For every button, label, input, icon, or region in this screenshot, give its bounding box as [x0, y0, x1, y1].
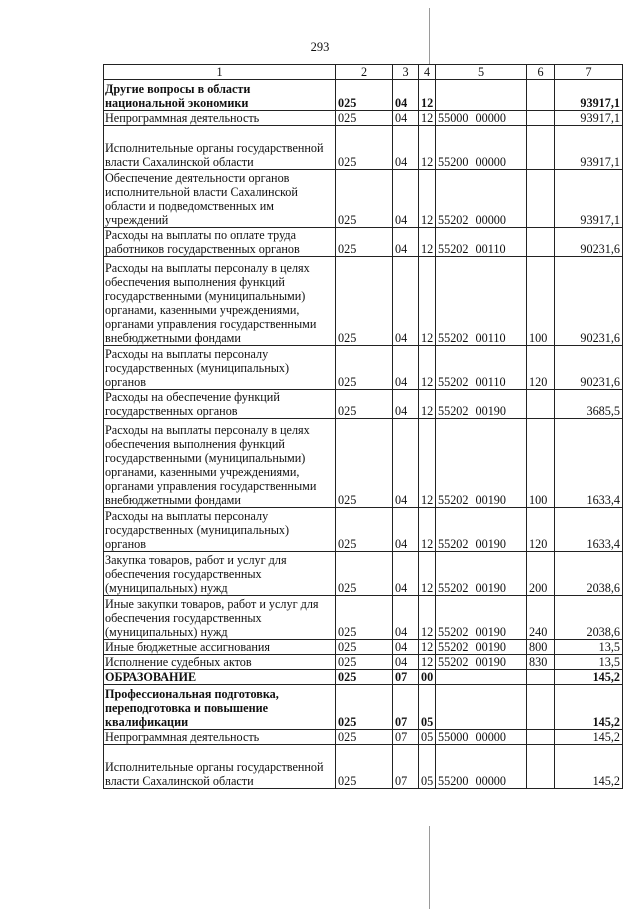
row-expense — [527, 126, 555, 170]
row-amount: 93917,1 — [555, 170, 623, 228]
row-expense: 100 — [527, 419, 555, 508]
row-amount: 145,2 — [555, 745, 623, 789]
row-name: ОБРАЗОВАНИЕ — [104, 670, 336, 685]
row-name: Непрограммная деятельность — [104, 111, 336, 126]
row-name: Исполнение судебных актов — [104, 655, 336, 670]
table-row — [104, 730, 623, 745]
row-name: Расходы на выплаты персоналу государственных (муниципальных) органов — [104, 508, 336, 552]
row-admin: 025 — [336, 390, 393, 419]
page-number: 293 — [310, 40, 330, 54]
row-name: Иные бюджетные ассигнования — [104, 640, 336, 655]
row-expense — [527, 670, 555, 685]
row-subsection: 12 — [419, 111, 436, 126]
row-subsection: 12 — [419, 228, 436, 257]
row-subsection: 12 — [419, 508, 436, 552]
row-name: Другие вопросы в области национальной экономики — [104, 80, 336, 111]
row-target: 55202 00110 — [436, 228, 527, 257]
row-target: 55202 00000 — [436, 170, 527, 228]
row-admin: 025 — [336, 126, 393, 170]
row-name: Расходы на выплаты по оплате труда работников государственных органов — [104, 228, 336, 257]
row-section: 04 — [393, 552, 419, 596]
table-row — [104, 111, 623, 126]
row-name: Исполнительные органы государственной власти Сахалинской области — [104, 126, 336, 170]
row-expense: 120 — [527, 508, 555, 552]
row-subsection: 12 — [419, 552, 436, 596]
row-target: 55202 00190 — [436, 419, 527, 508]
table-row — [104, 257, 623, 346]
row-admin: 025 — [336, 670, 393, 685]
row-section: 04 — [393, 640, 419, 655]
row-section: 04 — [393, 170, 419, 228]
row-target: 55202 00190 — [436, 655, 527, 670]
row-amount: 90231,6 — [555, 228, 623, 257]
row-target: 55000 00000 — [436, 111, 527, 126]
row-name: Закупка товаров, работ и услуг для обеспечения государственных (муниципальных) нужд — [104, 552, 336, 596]
table-row — [104, 640, 623, 655]
table-row — [104, 685, 623, 730]
row-amount: 2038,6 — [555, 596, 623, 640]
row-section: 04 — [393, 419, 419, 508]
table-row — [104, 126, 623, 170]
row-amount: 145,2 — [555, 670, 623, 685]
table-row — [104, 670, 623, 685]
table-row — [104, 552, 623, 596]
row-admin: 025 — [336, 80, 393, 111]
row-expense: 830 — [527, 655, 555, 670]
row-target: 55202 00190 — [436, 640, 527, 655]
row-subsection: 05 — [419, 730, 436, 745]
row-subsection: 12 — [419, 257, 436, 346]
row-name: Обеспечение деятельности органов исполнительной власти Сахалинской области и подведомственных им учреждений — [104, 170, 336, 228]
row-amount: 90231,6 — [555, 257, 623, 346]
column-header: 2 — [336, 65, 393, 80]
row-expense: 240 — [527, 596, 555, 640]
budget-table — [103, 64, 623, 789]
fold-line — [429, 8, 430, 64]
column-header: 5 — [436, 65, 527, 80]
row-target: 55202 00190 — [436, 508, 527, 552]
row-section: 04 — [393, 80, 419, 111]
row-subsection: 05 — [419, 745, 436, 789]
row-admin: 025 — [336, 257, 393, 346]
row-amount: 93917,1 — [555, 126, 623, 170]
row-section: 04 — [393, 596, 419, 640]
column-header: 1 — [104, 65, 336, 80]
table-row — [104, 228, 623, 257]
row-subsection: 12 — [419, 126, 436, 170]
row-name: Расходы на обеспечение функций государственных органов — [104, 390, 336, 419]
row-expense — [527, 80, 555, 111]
row-subsection: 12 — [419, 655, 436, 670]
fold-line — [429, 826, 430, 909]
row-amount: 145,2 — [555, 730, 623, 745]
row-target: 55202 00190 — [436, 390, 527, 419]
table-row — [104, 745, 623, 789]
row-subsection: 12 — [419, 596, 436, 640]
row-subsection: 12 — [419, 346, 436, 390]
row-amount: 3685,5 — [555, 390, 623, 419]
row-target: 55200 00000 — [436, 126, 527, 170]
row-admin: 025 — [336, 596, 393, 640]
row-section: 04 — [393, 228, 419, 257]
row-name: Расходы на выплаты персоналу в целях обеспечения выполнения функций государственными (муниципальными) органами, казенными учреждениями, органами управления государственными внебюджетными фондами — [104, 257, 336, 346]
row-expense: 100 — [527, 257, 555, 346]
table-row — [104, 508, 623, 552]
row-admin: 025 — [336, 111, 393, 126]
row-amount: 93917,1 — [555, 111, 623, 126]
row-admin: 025 — [336, 228, 393, 257]
table-header-row — [104, 65, 623, 80]
row-admin: 025 — [336, 640, 393, 655]
row-admin: 025 — [336, 419, 393, 508]
row-name: Профессиональная подготовка, переподготовка и повышение квалификации — [104, 685, 336, 730]
row-subsection: 12 — [419, 390, 436, 419]
row-expense — [527, 111, 555, 126]
row-subsection: 00 — [419, 670, 436, 685]
row-amount: 13,5 — [555, 640, 623, 655]
row-expense: 800 — [527, 640, 555, 655]
table-row — [104, 655, 623, 670]
row-expense — [527, 390, 555, 419]
row-amount: 93917,1 — [555, 80, 623, 111]
row-target: 55000 00000 — [436, 730, 527, 745]
row-expense: 120 — [527, 346, 555, 390]
row-expense — [527, 685, 555, 730]
row-admin: 025 — [336, 655, 393, 670]
table-row — [104, 390, 623, 419]
column-header: 3 — [393, 65, 419, 80]
row-section: 04 — [393, 346, 419, 390]
row-section: 04 — [393, 508, 419, 552]
row-section: 04 — [393, 126, 419, 170]
row-target — [436, 685, 527, 730]
row-amount: 145,2 — [555, 685, 623, 730]
row-expense — [527, 730, 555, 745]
row-amount: 90231,6 — [555, 346, 623, 390]
row-subsection: 12 — [419, 640, 436, 655]
row-admin: 025 — [336, 346, 393, 390]
row-section: 07 — [393, 730, 419, 745]
table-row — [104, 419, 623, 508]
table-row — [104, 80, 623, 111]
row-amount: 13,5 — [555, 655, 623, 670]
row-name: Расходы на выплаты персоналу в целях обеспечения выполнения функций государственными (муниципальными) органами, казенными учреждениями, органами управления государственными внебюджетными фондами — [104, 419, 336, 508]
row-amount: 1633,4 — [555, 419, 623, 508]
row-amount: 2038,6 — [555, 552, 623, 596]
row-target — [436, 80, 527, 111]
row-name: Расходы на выплаты персоналу государственных (муниципальных) органов — [104, 346, 336, 390]
row-target: 55202 00190 — [436, 552, 527, 596]
table-row — [104, 346, 623, 390]
row-name: Непрограммная деятельность — [104, 730, 336, 745]
row-section: 04 — [393, 257, 419, 346]
row-name: Исполнительные органы государственной власти Сахалинской области — [104, 745, 336, 789]
column-header: 6 — [527, 65, 555, 80]
row-target: 55202 00110 — [436, 257, 527, 346]
row-admin: 025 — [336, 552, 393, 596]
row-expense — [527, 745, 555, 789]
row-amount: 1633,4 — [555, 508, 623, 552]
column-header: 4 — [419, 65, 436, 80]
row-expense — [527, 228, 555, 257]
row-subsection: 12 — [419, 419, 436, 508]
row-name: Иные закупки товаров, работ и услуг для обеспечения государственных (муниципальных) нужд — [104, 596, 336, 640]
row-section: 04 — [393, 390, 419, 419]
row-admin: 025 — [336, 730, 393, 745]
row-subsection: 12 — [419, 80, 436, 111]
row-target: 55200 00000 — [436, 745, 527, 789]
row-section: 04 — [393, 111, 419, 126]
row-admin: 025 — [336, 685, 393, 730]
table-row — [104, 170, 623, 228]
row-subsection: 12 — [419, 170, 436, 228]
row-section: 07 — [393, 685, 419, 730]
row-target — [436, 670, 527, 685]
row-subsection: 05 — [419, 685, 436, 730]
row-admin: 025 — [336, 170, 393, 228]
row-expense: 200 — [527, 552, 555, 596]
table-row — [104, 596, 623, 640]
row-expense — [527, 170, 555, 228]
row-admin: 025 — [336, 508, 393, 552]
row-target: 55202 00190 — [436, 596, 527, 640]
row-section: 04 — [393, 655, 419, 670]
row-section: 07 — [393, 745, 419, 789]
row-target: 55202 00110 — [436, 346, 527, 390]
row-section: 07 — [393, 670, 419, 685]
column-header: 7 — [555, 65, 623, 80]
row-admin: 025 — [336, 745, 393, 789]
